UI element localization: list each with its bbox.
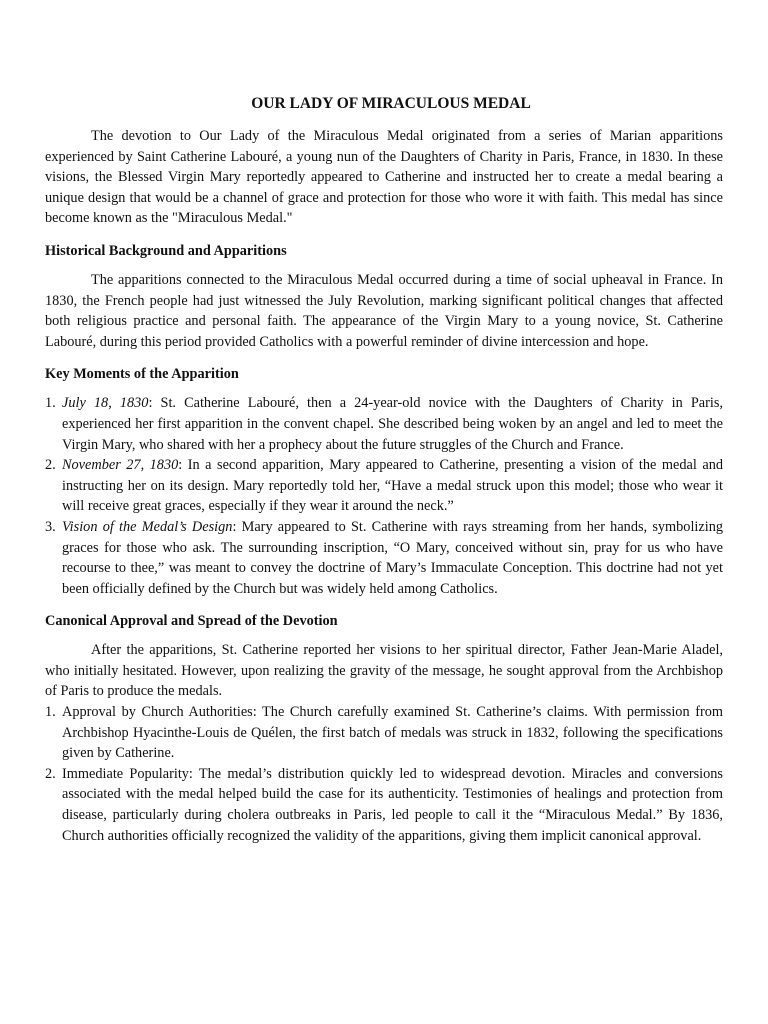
canonical-list [45, 702, 723, 846]
intro-paragraph: The devotion to Our Lady of the Miraculous Medal originated from a series of Marian apparitions experienced by Saint Catherine Labouré, a young nun of the Daughters of Charity in Paris, France, in 1830. In these visions, the Blessed Virgin Mary reportedly appeared to Catherine and instructed her to create a medal bearing a unique design that would be a channel of grace and protection for those who wore it with faith. This medal has since become known as the "Miraculous Medal." [45, 128, 723, 227]
list-item-label: November 27, 1830 [62, 457, 179, 474]
list-item [45, 393, 723, 455]
list-item [45, 764, 723, 846]
list-item [45, 455, 723, 517]
historical-paragraph: The apparitions connected to the Miraculous Medal occurred during a time of social upheaval in France. In 1830, the French people had just witnessed the July Revolution, marking significant political changes that affected both religious practice and personal faith. The appearance of the Virgin Mary to a young novice, St. Catherine Labouré, during this period provided Catholics with a powerful reminder of divine intercession and hope. [45, 271, 723, 350]
list-number: 3. [45, 518, 56, 535]
list-item-text: : St. Catherine Labouré, then a 24-year-old novice with the Daughters of Charity in Paris, experienced her first apparition in the convent chapel. She described being woken by an angel and led to meet the Virgin Mary, who shared with her a prophecy about the future struggles of the Church and France. [62, 395, 723, 453]
list-item-label: July 18, 1830 [62, 395, 149, 412]
list-number: 1. [45, 704, 56, 721]
list-item-text: : In a second apparition, Mary appeared to Catherine, presenting a vision of the medal and instructing her on its design. Mary reportedly told her, “Have a medal struck upon this model; those who wear it will receive great graces, especially if they wear it around the neck.” [62, 457, 723, 515]
list-item-label: Vision of the Medal’s Design [62, 518, 233, 535]
section-heading-key-moments: Key Moments of the Apparition [45, 366, 239, 383]
list-item [45, 702, 723, 764]
section-heading-historical: Historical Background and Apparitions [45, 242, 287, 259]
list-item-text: Approval by Church Authorities: The Church carefully examined St. Catherine’s claims. With permission from Archbishop Hyacinthe-Louis de Quélen, the first batch of medals was struck in 1832, following the specifications given by Catherine. [62, 704, 723, 762]
list-number: 2. [45, 457, 56, 474]
list-item-text: Immediate Popularity: The medal’s distribution quickly led to widespread devotion. Miracles and conversions associated with the medal helped build the case for its authenticity. Testimonies of healings and protection from disease, particularly during cholera outbreaks in Paris, led people to call it the “Miraculous Medal.” By 1836, Church authorities officially recognized the validity of the apparitions, giving them implicit canonical approval. [62, 765, 723, 844]
list-item [45, 517, 723, 599]
list-number: 2. [45, 765, 56, 782]
key-moments-list [45, 393, 723, 599]
document-title: OUR LADY OF MIRACULOUS MEDAL [251, 95, 531, 112]
section-heading-canonical: Canonical Approval and Spread of the Devotion [45, 613, 338, 630]
list-item-text: : Mary appeared to St. Catherine with rays streaming from her hands, symbolizing graces for those who ask. The surrounding inscription, “O Mary, conceived without sin, pray for us who have recourse to thee,” was meant to convey the doctrine of Mary’s Immaculate Conception. This doctrine had not yet been officially defined by the Church but was widely held among Catholics. [62, 518, 724, 597]
list-number: 1. [45, 395, 56, 412]
canonical-paragraph: After the apparitions, St. Catherine reported her visions to her spiritual director, Father Jean-Marie Aladel, who initially hesitated. However, upon realizing the gravity of the message, he sought approval from the Archbishop of Paris to produce the medals. [45, 642, 723, 700]
